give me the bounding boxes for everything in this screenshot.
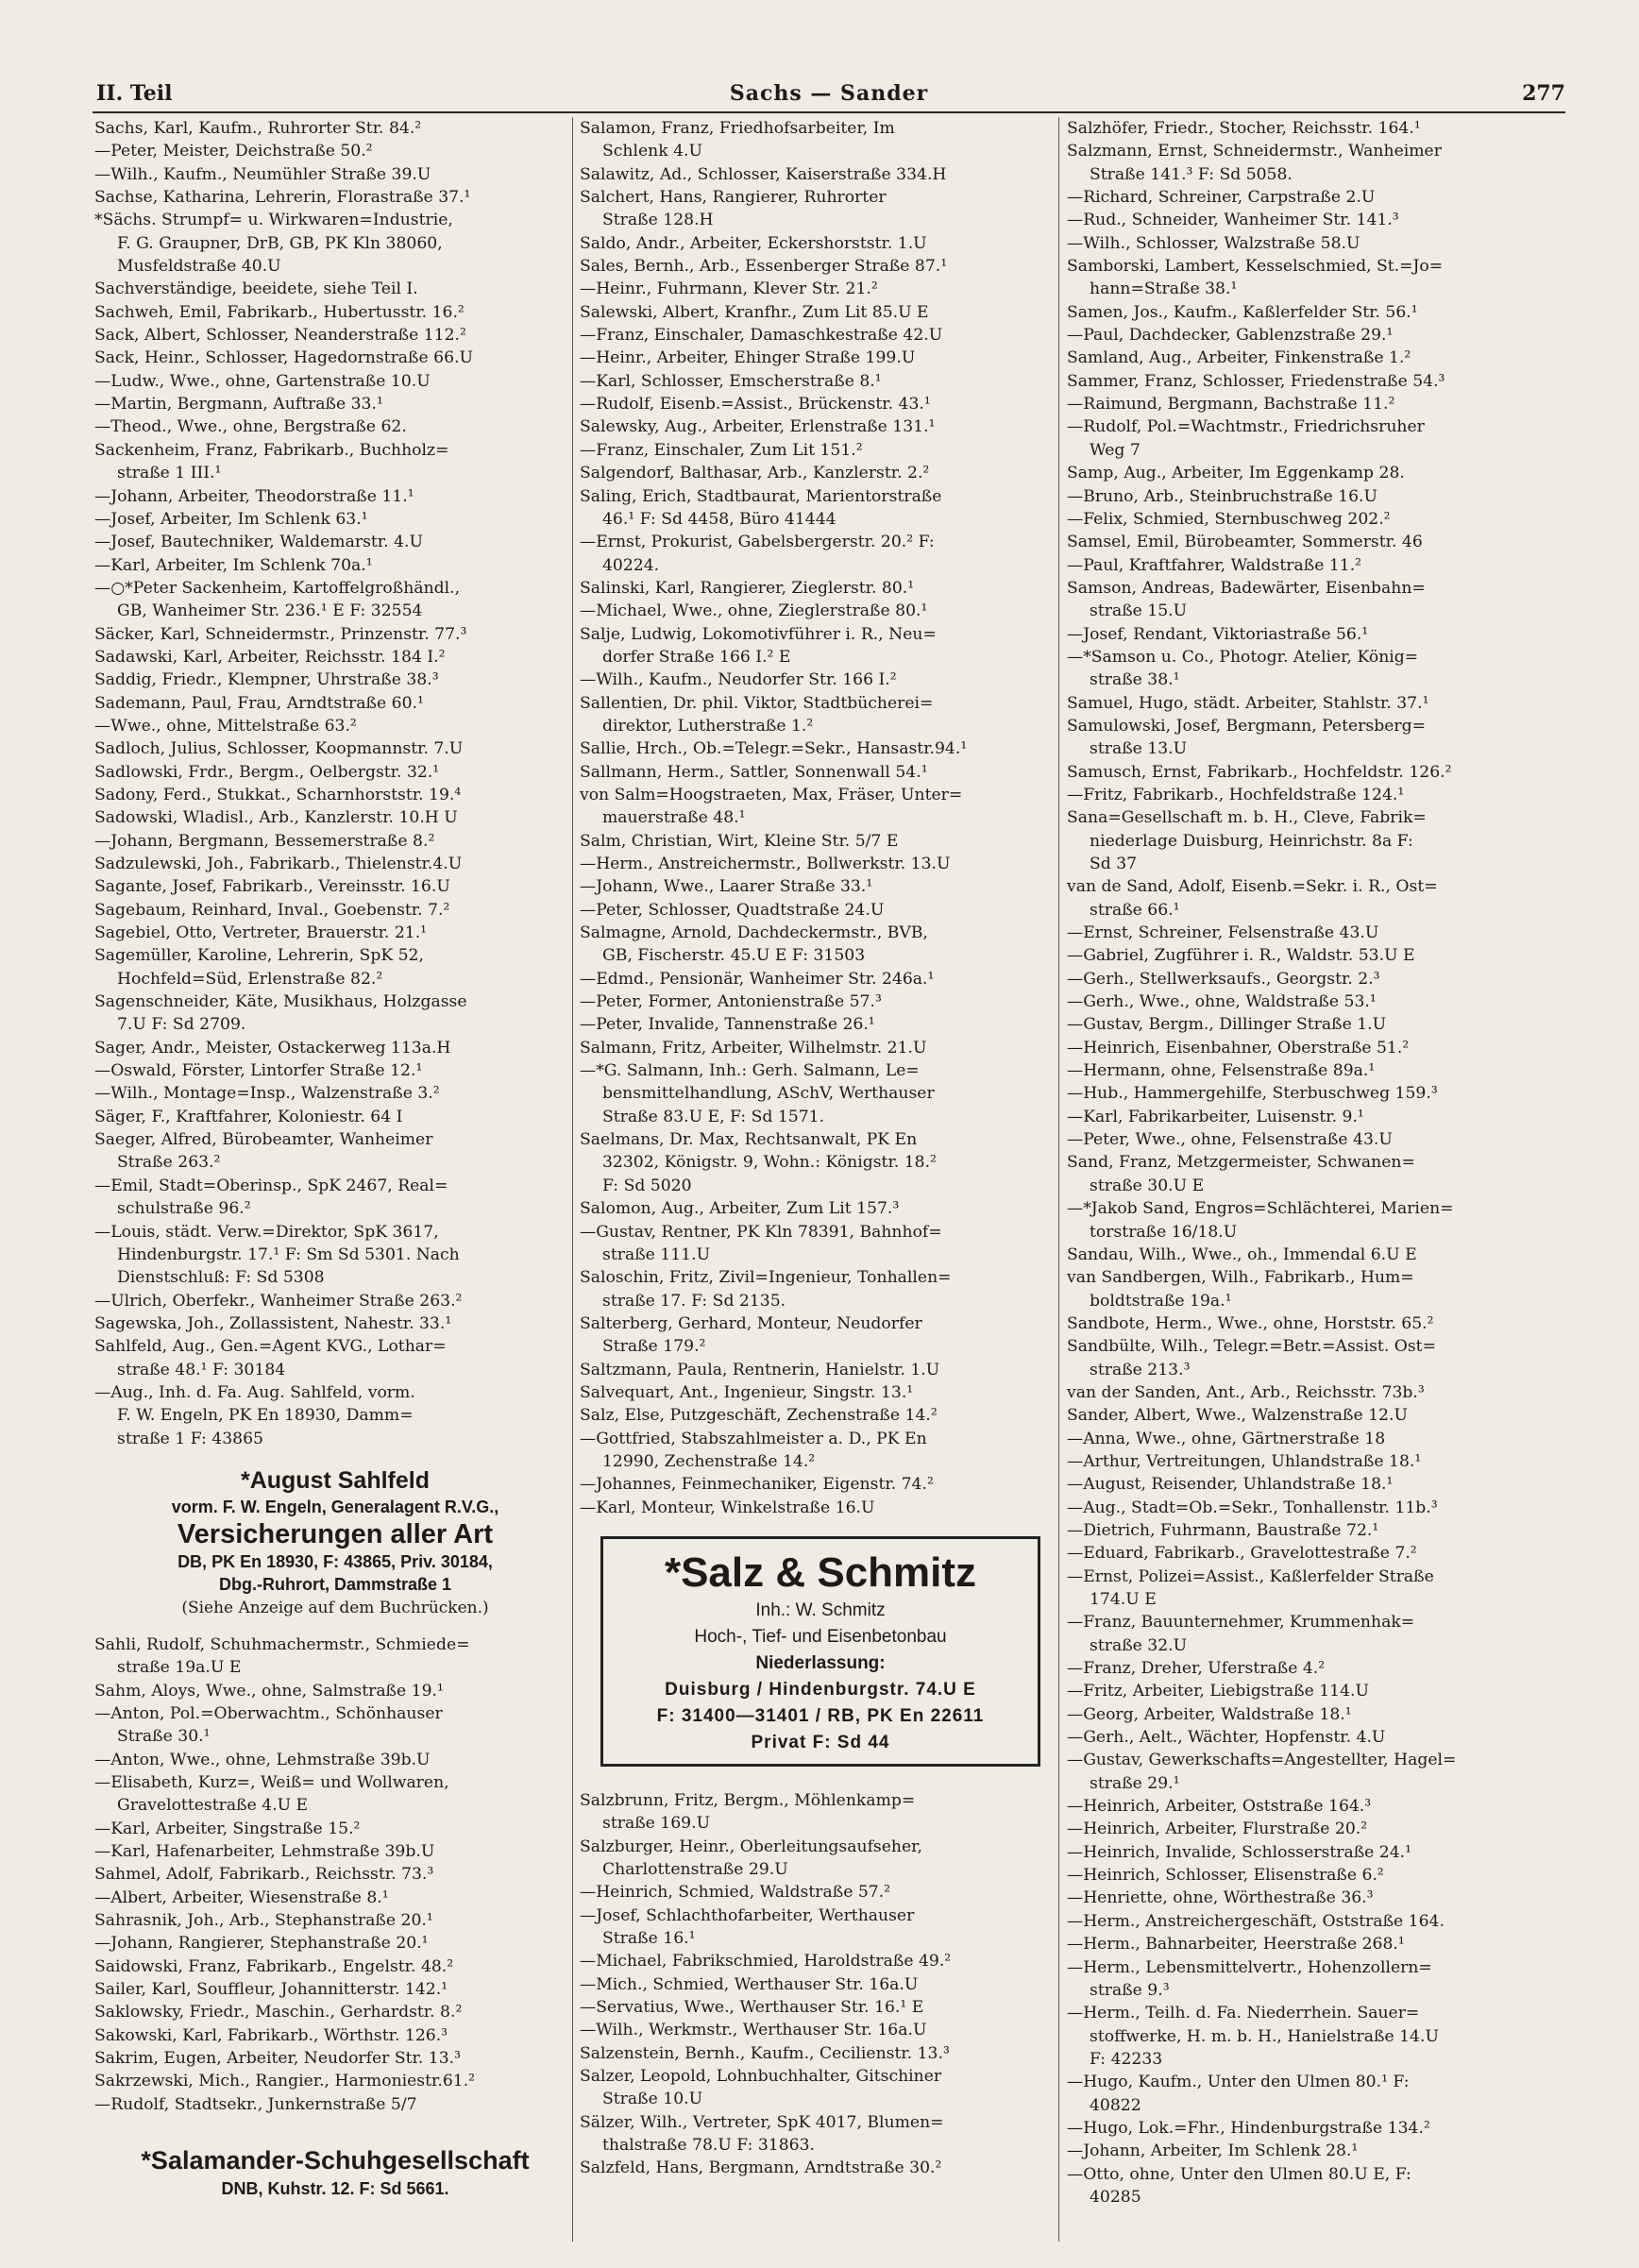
directory-entry: —Martin, Bergmann, Auftraße 33.¹: [94, 395, 383, 415]
directory-entry: —Michael, Wwe., ohne, Zieglerstraße 80.¹: [580, 601, 928, 621]
directory-entry: Hochfeld=Süd, Erlenstraße 82.²: [117, 969, 383, 989]
directory-entry: straße 38.¹: [1090, 670, 1180, 690]
directory-entry: boldtstraße 19a.¹: [1090, 1291, 1232, 1311]
running-head: Sachs — Sander: [729, 81, 929, 106]
ad-line: DNB, Kuhstr. 12. F: Sd 5661.: [221, 2179, 449, 2199]
directory-entry: —Rud., Schneider, Wanheimer Str. 141.³: [1067, 211, 1399, 230]
box-owner: Inh.: W. Schmitz: [755, 1599, 886, 1620]
box-address: Duisburg / Hindenburgstr. 74.U E: [665, 1679, 976, 1700]
directory-entry: 40822: [1090, 2095, 1141, 2115]
directory-entry: —Heinrich, Schlosser, Elisenstraße 6.²: [1067, 1866, 1384, 1886]
directory-entry: Sadloch, Julius, Schlosser, Koopmannstr. 7.U: [94, 739, 464, 759]
ad-note: (Siehe Anzeige auf dem Buchrücken.): [181, 1598, 489, 1617]
directory-entry: dorfer Straße 166 I.² E: [602, 647, 791, 667]
directory-entry: —○*Peter Sackenheim, Kartoffelgroßhändl.,: [94, 578, 461, 598]
directory-entry: Sakrzewski, Mich., Rangier., Harmoniestr.61.²: [94, 2072, 476, 2091]
directory-entry: stoffwerke, H. m. b. H., Hanielstraße 14.U: [1090, 2026, 1439, 2046]
directory-entry: straße 9.³: [1090, 1980, 1170, 2000]
directory-entry: Straße 16.¹: [602, 1929, 696, 1949]
directory-entry: Sadony, Ferd., Stukkat., Scharnhorststr. 19.⁴: [94, 785, 462, 804]
directory-entry: Sammer, Franz, Schlosser, Friedenstraße 54.³: [1067, 371, 1445, 391]
directory-entry: —Gabriel, Zugführer i. R., Waldstr. 53.U E: [1067, 946, 1415, 966]
page-number: 277: [1522, 81, 1565, 106]
ad-line: DB, PK En 18930, F: 43865, Priv. 30184,: [177, 1551, 493, 1571]
directory-entry: straße 111.U: [602, 1244, 711, 1264]
directory-entry: —Rudolf, Pol.=Wachtmstr., Friedrichsruher: [1067, 417, 1425, 437]
directory-entry: Samson, Andreas, Badewärter, Eisenbahn=: [1067, 578, 1426, 598]
directory-entry: Sagante, Josef, Fabrikarb., Vereinsstr. 16.U: [94, 877, 450, 897]
directory-entry: —Ludw., Wwe., ohne, Gartenstraße 10.U: [94, 371, 431, 391]
directory-entry: Sahlfeld, Aug., Gen.=Agent KVG., Lothar=: [94, 1337, 447, 1357]
directory-entry: straße 66.¹: [1090, 900, 1180, 920]
directory-entry: Salz, Else, Putzgeschäft, Zechenstraße 14.²: [580, 1406, 938, 1426]
ad-title: *August Sahlfeld: [240, 1466, 430, 1494]
directory-entry: Saldo, Andr., Arbeiter, Eckershorststr. 1.U: [580, 233, 927, 253]
ad-august-sahlfeld: [94, 1465, 576, 1620]
directory-entry: —Heinrich, Schmied, Waldstraße 57.²: [580, 1883, 891, 1903]
directory-entry: Saloschin, Fritz, Zivil=Ingenieur, Tonhallen=: [580, 1268, 952, 1288]
directory-entry: —Anton, Wwe., ohne, Lehmstraße 39b.U: [94, 1750, 431, 1769]
directory-entry: Salje, Ludwig, Lokomotivführer i. R., Neu=: [580, 624, 937, 644]
directory-entry: Sales, Bernh., Arb., Essenberger Straße 87.¹: [580, 257, 948, 277]
entry-list: [94, 117, 576, 1450]
directory-entry: Sack, Heinr., Schlosser, Hagedornstraße 66.U: [94, 348, 473, 368]
directory-entry: Salgendorf, Balthasar, Arb., Kanzlerstr. 2.²: [580, 464, 930, 483]
directory-entry: —Franz, Einschaler, Zum Lit 151.²: [580, 440, 863, 460]
directory-entry: Sailer, Karl, Souffleur, Johannitterstr. 142.¹: [94, 1980, 448, 2000]
directory-entry: Samen, Jos., Kaufm., Kaßlerfelder Str. 56.¹: [1067, 302, 1418, 322]
directory-entry: Sahm, Aloys, Wwe., ohne, Salmstraße 19.¹: [94, 1681, 444, 1701]
ad-box-salz-schmitz: [600, 1536, 1040, 1767]
directory-entry: F. G. Graupner, DrB, GB, PK Kln 38060,: [117, 233, 443, 253]
directory-entry: —Ernst, Prokurist, Gabelsbergerstr. 20.² F:: [580, 533, 935, 552]
directory-entry: Musfeldstraße 40.U: [117, 257, 281, 277]
directory-entry: Salzmann, Ernst, Schneidermstr., Wanheimer: [1067, 142, 1442, 161]
directory-entry: Salmagne, Arnold, Dachdeckermstr., BVB,: [580, 923, 928, 943]
directory-entry: —Wilh., Schlosser, Walzstraße 58.U: [1067, 233, 1360, 253]
directory-entry: Sahmel, Adolf, Fabrikarb., Reichsstr. 73.³: [94, 1865, 434, 1885]
directory-entry: —Karl, Fabrikarbeiter, Luisenstr. 9.¹: [1067, 1107, 1364, 1126]
directory-entry: Salmann, Fritz, Arbeiter, Wilhelmstr. 21.U: [580, 1038, 927, 1058]
directory-entry: —Hugo, Lok.=Fhr., Hindenburgstraße 134.²: [1067, 2118, 1430, 2138]
directory-entry: Charlottenstraße 29.U: [602, 1860, 788, 1879]
directory-entry: Sadzulewski, Joh., Fabrikarb., Thielenstr.4.U: [94, 855, 463, 873]
column-1: [94, 117, 576, 2201]
directory-entry: Sachs, Karl, Kaufm., Ruhrorter Str. 84.²: [94, 119, 422, 138]
directory-entry: niederlage Duisburg, Heinrichstr. 8a F:: [1090, 831, 1413, 851]
directory-entry: —Herm., Anstreichermstr., Bollwerkstr. 13.U: [580, 855, 951, 873]
directory-entry: Sand, Franz, Metzgermeister, Schwanen=: [1067, 1153, 1415, 1173]
directory-entry: Hindenburgstr. 17.¹ F: Sm Sd 5301. Nach: [117, 1244, 460, 1264]
ad-headline: Versicherungen aller Art: [177, 1518, 494, 1549]
directory-entry: Sagebiel, Otto, Vertreter, Brauerstr. 21.¹: [94, 923, 428, 943]
directory-entry: Salzbrunn, Fritz, Bergm., Möhlenkamp=: [580, 1790, 916, 1810]
box-phone: F: 31400—31401 / RB, PK En 22611: [656, 1705, 985, 1726]
directory-entry: —Johann, Wwe., Laarer Straße 33.¹: [580, 877, 873, 897]
directory-entry: Salzenstein, Bernh., Kaufm., Cecilienstr. 13.³: [580, 2043, 950, 2063]
box-title: *Salz & Schmitz: [664, 1549, 977, 1596]
directory-entry: —Peter, Invalide, Tannenstraße 26.¹: [580, 1015, 875, 1035]
directory-entry: —Karl, Arbeiter, Singstraße 15.²: [94, 1819, 361, 1838]
directory-entry: Samland, Aug., Arbeiter, Finkenstraße 1.²: [1067, 348, 1411, 368]
directory-entry: torstraße 16/18.U: [1090, 1222, 1238, 1242]
directory-entry: —Johannes, Feinmechaniker, Eigenstr. 74.²: [580, 1475, 934, 1495]
directory-entry: von Salm=Hoogstraeten, Max, Fräser, Unter=: [580, 785, 963, 804]
entry-list: [1067, 117, 1548, 2209]
directory-entry: —Otto, ohne, Unter den Ulmen 80.U E, F:: [1067, 2164, 1411, 2184]
directory-entry: Sandbote, Herm., Wwe., ohne, Horststr. 65.²: [1067, 1313, 1434, 1333]
directory-entry: —Wilh., Kaufm., Neumühler Straße 39.U: [94, 164, 431, 184]
directory-entry: Sachverständige, beeidete, siehe Teil I.: [94, 279, 418, 299]
directory-entry: Salawitz, Ad., Schlosser, Kaiserstraße 334.H: [580, 164, 947, 184]
directory-entry: —Karl, Schlosser, Emscherstraße 8.¹: [580, 371, 882, 391]
directory-entry: Saklowsky, Friedr., Maschin., Gerhardstr. 8.²: [94, 2003, 463, 2023]
directory-entry: —Anton, Pol.=Oberwachtm., Schönhauser: [94, 1703, 443, 1723]
directory-entry: Sallie, Hrch., Ob.=Telegr.=Sekr., Hansastr.94.¹: [580, 739, 968, 759]
directory-entry: —Herm., Teilh. d. Fa. Niederrhein. Sauer=: [1067, 2004, 1420, 2023]
directory-entry: 40285: [1090, 2187, 1141, 2207]
directory-entry: Sallentien, Dr. phil. Viktor, Stadtbücherei=: [580, 693, 934, 713]
directory-entry: —Peter, Schlosser, Quadtstraße 24.U: [580, 900, 885, 920]
directory-entry: —Franz, Dreher, Uferstraße 4.²: [1067, 1659, 1326, 1679]
directory-entry: GB, Fischerstr. 45.U E F: 31503: [602, 946, 866, 966]
box-private: Privat F: Sd 44: [751, 1732, 890, 1752]
directory-entry: —Georg, Arbeiter, Waldstraße 18.¹: [1067, 1704, 1352, 1724]
entry-list: [94, 1633, 576, 2116]
directory-entry: —Ulrich, Oberfekr., Wanheimer Straße 263.²: [94, 1291, 463, 1311]
directory-entry: —Anna, Wwe., ohne, Gärtnerstraße 18: [1067, 1429, 1386, 1448]
directory-entry: —Johann, Arbeiter, Theodorstraße 11.¹: [94, 486, 414, 506]
directory-entry: Sahli, Rudolf, Schuhmachermstr., Schmiede=: [94, 1634, 470, 1654]
directory-entry: straße 15.U: [1090, 601, 1188, 621]
directory-entry: Sälzer, Wilh., Vertreter, SpK 4017, Blumen=: [580, 2112, 944, 2132]
directory-entry: —Ernst, Schreiner, Felsenstraße 43.U: [1067, 923, 1379, 943]
directory-entry: Saling, Erich, Stadtbaurat, Marientorstraße: [580, 486, 942, 506]
directory-entry: Sander, Albert, Wwe., Walzenstraße 12.U: [1067, 1406, 1408, 1426]
directory-entry: thalstraße 78.U F: 31863.: [602, 2136, 816, 2156]
directory-entry: Sagewska, Joh., Zollassistent, Nahestr. 33.¹: [94, 1313, 452, 1333]
directory-entry: van der Sanden, Ant., Arb., Reichsstr. 73b.³: [1067, 1382, 1425, 1402]
directory-entry: Sachweh, Emil, Fabrikarb., Hubertusstr. 16.²: [94, 302, 465, 322]
directory-entry: —Ernst, Polizei=Assist., Kaßlerfelder Straße: [1067, 1566, 1434, 1586]
directory-entry: —Hugo, Kaufm., Unter den Ulmen 80.¹ F:: [1067, 2073, 1410, 2092]
directory-entry: Sagebaum, Reinhard, Inval., Goebenstr. 7.²: [94, 900, 450, 920]
directory-entry: —Heinr., Fuhrmann, Klever Str. 21.²: [580, 279, 878, 299]
directory-entry: Schlenk 4.U: [602, 142, 702, 161]
entry-list: [580, 1789, 1061, 2180]
directory-entry: —Johann, Arbeiter, Im Schlenk 28.¹: [1067, 2141, 1359, 2161]
directory-entry: straße 29.¹: [1090, 1773, 1180, 1793]
directory-entry: 174.U E: [1090, 1590, 1157, 1609]
directory-entry: F. W. Engeln, PK En 18930, Damm=: [117, 1406, 414, 1426]
directory-entry: Straße 83.U E, F: Sd 1571.: [602, 1107, 825, 1126]
directory-entry: 7.U F: Sd 2709.: [117, 1015, 246, 1035]
directory-entry: Straße 141.³ F: Sd 5058.: [1090, 164, 1293, 184]
directory-entry: —Gerh., Stellwerksaufs., Georgstr. 2.³: [1067, 969, 1380, 989]
directory-entry: Saelmans, Dr. Max, Rechtsanwalt, PK En: [580, 1130, 918, 1150]
directory-entry: straße 32.U: [1090, 1635, 1188, 1655]
directory-entry: straße 13.U: [1090, 739, 1188, 759]
directory-entry: —Karl, Hafenarbeiter, Lehmstraße 39b.U: [94, 1842, 435, 1862]
box-branch: Niederlassung:: [755, 1652, 886, 1673]
directory-entry: Straße 10.U: [602, 2090, 703, 2109]
directory-entry: —Raimund, Bergmann, Bachstraße 11.²: [1067, 395, 1395, 415]
directory-entry: straße 1 III.¹: [117, 464, 222, 483]
directory-entry: —Heinrich, Eisenbahner, Oberstraße 51.²: [1067, 1038, 1410, 1058]
directory-entry: *Sächs. Strumpf= u. Wirkwaren=Industrie,: [94, 211, 453, 230]
directory-entry: van de Sand, Adolf, Eisenb.=Sekr. i. R., Ost=: [1067, 877, 1438, 897]
directory-entry: van Sandbergen, Wilh., Fabrikarb., Hum=: [1067, 1268, 1414, 1288]
directory-entry: Sakowski, Karl, Fabrikarb., Wörthstr. 126.³: [94, 2025, 448, 2045]
directory-entry: —Mich., Schmied, Werthauser Str. 16a.U: [580, 1974, 919, 1994]
directory-entry: Salvequart, Ant., Ingenieur, Singstr. 13.¹: [580, 1382, 914, 1402]
directory-entry: Salm, Christian, Wirt, Kleine Str. 5/7 E: [580, 831, 899, 851]
entry-list: [580, 117, 1061, 1519]
header-rule: [93, 111, 1565, 113]
directory-entry: mauerstraße 48.¹: [602, 808, 746, 828]
directory-entry: —Peter, Meister, Deichstraße 50.²: [94, 142, 373, 161]
directory-entry: —*Jakob Sand, Engros=Schlächterei, Marien=: [1067, 1199, 1454, 1219]
directory-entry: —Felix, Schmied, Sternbuschweg 202.²: [1067, 509, 1391, 529]
directory-entry: Säger, F., Kraftfahrer, Koloniestr. 64 I: [94, 1107, 403, 1126]
directory-entry: —Gerh., Wwe., ohne, Waldstraße 53.¹: [1067, 992, 1377, 1012]
directory-entry: Sager, Andr., Meister, Ostackerweg 113a.H: [94, 1038, 451, 1058]
directory-entry: Sallmann, Herm., Sattler, Sonnenwall 54.¹: [580, 762, 928, 782]
directory-entry: Sandbülte, Wilh., Telegr.=Betr.=Assist. Ost=: [1067, 1337, 1436, 1357]
directory-entry: —Fritz, Fabrikarb., Hochfeldstraße 124.¹: [1067, 785, 1405, 804]
directory-entry: Salomon, Aug., Arbeiter, Zum Lit 157.³: [580, 1199, 900, 1219]
directory-entry: Sadowski, Wladisl., Arb., Kanzlerstr. 10.H U: [94, 808, 458, 828]
directory-entry: Saltzmann, Paula, Rentnerin, Hanielstr. 1.U: [580, 1360, 940, 1379]
directory-entry: —Eduard, Fabrikarb., Gravelottestraße 7.²: [1067, 1544, 1417, 1564]
directory-entry: —Bruno, Arb., Steinbruchstraße 16.U: [1067, 486, 1377, 506]
box-trade: Hoch-, Tief- und Eisenbetonbau: [694, 1626, 947, 1647]
ad-salamander: [94, 2144, 576, 2201]
directory-entry: —Wwe., ohne, Mittelstraße 63.²: [94, 716, 357, 736]
directory-entry: Salzhöfer, Friedr., Stocher, Reichsstr. 164.¹: [1067, 119, 1421, 138]
directory-entry: —*G. Salmann, Inh.: Gerh. Salmann, Le=: [580, 1061, 920, 1081]
directory-entry: 32302, Königstr. 9, Wohn.: Königstr. 18.²: [602, 1153, 937, 1173]
directory-entry: Salewsky, Aug., Arbeiter, Erlenstraße 131.¹: [580, 417, 936, 437]
directory-entry: —Oswald, Förster, Lintorfer Straße 12.¹: [94, 1061, 423, 1081]
directory-entry: —Albert, Arbeiter, Wiesenstraße 8.¹: [94, 1887, 389, 1907]
directory-entry: Straße 263.²: [117, 1153, 221, 1173]
directory-entry: Sandau, Wilh., Wwe., oh., Immendal 6.U E: [1067, 1244, 1417, 1264]
directory-entry: Straße 128.H: [602, 211, 714, 230]
ad-line: vorm. F. W. Engeln, Generalagent R.V.G.,: [171, 1497, 499, 1516]
directory-entry: Saidowski, Franz, Fabrikarb., Engelstr. 48.²: [94, 1956, 454, 1976]
directory-entry: —Wilh., Montage=Insp., Walzenstraße 3.²: [94, 1084, 440, 1104]
directory-entry: Sagenschneider, Käte, Musikhaus, Holzgasse: [94, 992, 467, 1012]
directory-entry: Gravelottestraße 4.U E: [117, 1796, 309, 1816]
directory-entry: Sagemüller, Karoline, Lehrerin, SpK 52,: [94, 946, 424, 966]
directory-entry: —Josef, Schlachthofarbeiter, Werthauser: [580, 1905, 915, 1925]
directory-entry: straße 17. F: Sd 2135.: [602, 1291, 786, 1311]
directory-entry: hann=Straße 38.¹: [1090, 279, 1238, 299]
column-2: [580, 117, 1061, 2180]
directory-entry: —Paul, Dachdecker, Gablenzstraße 29.¹: [1067, 326, 1394, 346]
directory-entry: —Karl, Arbeiter, Im Schlenk 70a.¹: [94, 555, 373, 575]
directory-entry: Salinski, Karl, Rangierer, Zieglerstr. 80.¹: [580, 578, 915, 598]
ad-line: Dbg.-Ruhrort, Dammstraße 1: [218, 1574, 452, 1594]
directory-entry: Sakrim, Eugen, Arbeiter, Neudorfer Str. 13.³: [94, 2049, 462, 2069]
directory-entry: —Arthur, Vertreitungen, Uhlandstraße 18.¹: [1067, 1451, 1422, 1471]
directory-entry: —Paul, Kraftfahrer, Waldstraße 11.²: [1067, 555, 1362, 575]
directory-entry: schulstraße 96.²: [117, 1199, 251, 1219]
directory-entry: Salterberg, Gerhard, Monteur, Neudorfer: [580, 1313, 922, 1333]
directory-entry: Salzer, Leopold, Lohnbuchhalter, Gitschiner: [580, 2067, 942, 2087]
directory-entry: GB, Wanheimer Str. 236.¹ E F: 32554: [117, 601, 423, 621]
directory-entry: —Michael, Fabrikschmied, Haroldstraße 49.²: [580, 1952, 952, 1972]
directory-entry: —Edmd., Pensionär, Wanheimer Str. 246a.¹: [580, 969, 935, 989]
directory-entry: Samuel, Hugo, städt. Arbeiter, Stahlstr. 37.¹: [1067, 693, 1429, 713]
directory-entry: —Fritz, Arbeiter, Liebigstraße 114.U: [1067, 1682, 1369, 1701]
directory-entry: —Herm., Anstreichergeschäft, Oststraße 164.: [1067, 1911, 1445, 1931]
directory-entry: Salamon, Franz, Friedhofsarbeiter, Im: [580, 119, 895, 138]
directory-entry: straße 30.U E: [1090, 1176, 1205, 1195]
directory-entry: straße 48.¹ F: 30184: [117, 1360, 286, 1379]
directory-entry: —Heinrich, Arbeiter, Flurstraße 20.²: [1067, 1819, 1368, 1839]
directory-entry: Weg 7: [1090, 440, 1141, 460]
ad-title: *Salamander-Schuhgesellschaft: [141, 2146, 530, 2175]
directory-entry: —Gustav, Bergm., Dillinger Straße 1.U: [1067, 1015, 1387, 1035]
directory-entry: straße 1 F: 43865: [117, 1429, 263, 1448]
directory-entry: Straße 179.²: [602, 1337, 706, 1357]
directory-entry: —Hermann, ohne, Felsenstraße 89a.¹: [1067, 1061, 1376, 1081]
directory-entry: Salzburger, Heinr., Oberleitungsaufseher,: [580, 1836, 922, 1856]
directory-entry: Salchert, Hans, Rangierer, Ruhrorter: [580, 188, 887, 208]
directory-entry: —Josef, Rendant, Viktoriastraße 56.¹: [1067, 624, 1369, 644]
directory-entry: Dienstschluß: F: Sd 5308: [117, 1268, 325, 1288]
directory-entry: —Johann, Bergmann, Bessemerstraße 8.²: [94, 831, 435, 851]
directory-entry: Sademann, Paul, Frau, Arndtstraße 60.¹: [94, 693, 424, 713]
directory-entry: Samulowski, Josef, Bergmann, Petersberg=: [1067, 716, 1427, 736]
section-label: II. Teil: [96, 81, 173, 106]
directory-entry: Sadawski, Karl, Arbeiter, Reichsstr. 184 I.²: [94, 647, 446, 667]
directory-entry: Sachse, Katharina, Lehrerin, Florastraße 37.¹: [94, 188, 471, 208]
directory-entry: 46.¹ F: Sd 4458, Büro 41444: [602, 509, 836, 529]
directory-entry: —Richard, Schreiner, Carpstraße 2.U: [1067, 188, 1376, 208]
directory-entry: Salzfeld, Hans, Bergmann, Arndtstraße 30.²: [580, 2158, 942, 2178]
directory-entry: Samborski, Lambert, Kesselschmied, St.=Jo=: [1067, 257, 1444, 277]
directory-entry: straße 213.³: [1090, 1360, 1191, 1379]
directory-entry: —Josef, Bautechniker, Waldemarstr. 4.U: [94, 533, 423, 552]
directory-entry: —Gustav, Gewerkschafts=Angestellter, Hagel=: [1067, 1751, 1457, 1770]
directory-entry: Säcker, Karl, Schneidermstr., Prinzenstr. 77.³: [94, 624, 467, 644]
directory-entry: straße 169.U: [602, 1814, 711, 1834]
directory-entry: —Dietrich, Fuhrmann, Baustraße 72.¹: [1067, 1520, 1379, 1540]
directory-entry: —Franz, Bauunternehmer, Krummenhak=: [1067, 1613, 1415, 1633]
directory-entry: 40224.: [602, 555, 660, 575]
directory-entry: —Hub., Hammergehilfe, Sterbuschweg 159.³: [1067, 1084, 1438, 1104]
directory-entry: —Gerh., Aelt., Wächter, Hopfenstr. 4.U: [1067, 1728, 1386, 1748]
directory-entry: straße 19a.U E: [117, 1658, 242, 1678]
directory-entry: —Johann, Rangierer, Stephanstraße 20.¹: [94, 1934, 429, 1954]
directory-entry: Sackenheim, Franz, Fabrikarb., Buchholz=: [94, 440, 449, 460]
directory-entry: —Herm., Bahnarbeiter, Heerstraße 268.¹: [1067, 1935, 1405, 1955]
directory-entry: —Aug., Stadt=Ob.=Sekr., Tonhallenstr. 11b.³: [1067, 1498, 1438, 1517]
directory-entry: Samusch, Ernst, Fabrikarb., Hochfeldstr. 126.²: [1067, 762, 1452, 782]
directory-entry: F: Sd 5020: [602, 1176, 692, 1195]
directory-entry: —*Samson u. Co., Photogr. Atelier, König=: [1067, 647, 1419, 667]
directory-entry: —Josef, Arbeiter, Im Schlenk 63.¹: [94, 509, 368, 529]
directory-entry: —Heinr., Arbeiter, Ehinger Straße 199.U: [580, 348, 916, 368]
directory-entry: —Rudolf, Eisenb.=Assist., Brückenstr. 43.¹: [580, 395, 931, 415]
directory-entry: Straße 30.¹: [117, 1727, 211, 1747]
directory-entry: —Wilh., Werkmstr., Werthauser Str. 16a.U: [580, 2021, 927, 2040]
directory-entry: Samsel, Emil, Bürobeamter, Sommerstr. 46: [1067, 533, 1423, 552]
directory-entry: —Wilh., Kaufm., Neudorfer Str. 166 I.²: [580, 670, 897, 690]
page-header: [93, 81, 1565, 111]
directory-entry: —Peter, Former, Antonienstraße 57.³: [580, 992, 882, 1012]
directory-entry: —Franz, Einschaler, Damaschkestraße 42.U: [580, 326, 943, 346]
directory-entry: Sahrasnik, Joh., Arb., Stephanstraße 20.¹: [94, 1911, 433, 1931]
directory-entry: —Peter, Wwe., ohne, Felsenstraße 43.U: [1067, 1130, 1393, 1150]
directory-entry: —Henriette, ohne, Wörthestraße 36.³: [1067, 1888, 1374, 1908]
directory-entry: —Rudolf, Stadtsekr., Junkernstraße 5/7: [94, 2094, 417, 2114]
directory-entry: F: 42233: [1090, 2049, 1163, 2069]
directory-entry: —Karl, Monteur, Winkelstraße 16.U: [580, 1498, 875, 1517]
directory-entry: 12990, Zechenstraße 14.²: [602, 1451, 816, 1471]
directory-entry: —Heinrich, Arbeiter, Oststraße 164.³: [1067, 1797, 1372, 1817]
directory-entry: Salewski, Albert, Kranfhr., Zum Lit 85.U E: [580, 302, 929, 322]
directory-entry: —August, Reisender, Uhlandstraße 18.¹: [1067, 1475, 1394, 1495]
directory-entry: —Emil, Stadt=Oberinsp., SpK 2467, Real=: [94, 1176, 448, 1195]
directory-entry: Sack, Albert, Schlosser, Neanderstraße 112.²: [94, 326, 466, 346]
directory-entry: —Heinrich, Invalide, Schlosserstraße 24.¹: [1067, 1842, 1412, 1862]
directory-entry: —Servatius, Wwe., Werthauser Str. 16.¹ E: [580, 1998, 924, 2018]
directory-entry: Sana=Gesellschaft m. b. H., Cleve, Fabrik=: [1067, 808, 1427, 828]
directory-entry: Saddig, Friedr., Klempner, Uhrstraße 38.³: [94, 670, 439, 690]
directory-entry: Samp, Aug., Arbeiter, Im Eggenkamp 28.: [1067, 464, 1405, 483]
directory-entry: Saeger, Alfred, Bürobeamter, Wanheimer: [94, 1130, 433, 1150]
directory-entry: —Gottfried, Stabszahlmeister a. D., PK En: [580, 1429, 927, 1448]
directory-entry: —Theod., Wwe., ohne, Bergstraße 62.: [94, 417, 407, 437]
directory-entry: —Elisabeth, Kurz=, Weiß= und Wollwaren,: [94, 1773, 449, 1792]
directory-entry: —Gustav, Rentner, PK Kln 78391, Bahnhof=: [580, 1222, 942, 1242]
directory-entry: Sadlowski, Frdr., Bergm., Oelbergstr. 32.¹: [94, 762, 440, 782]
directory-entry: bensmittelhandlung, ASchV, Werthauser: [602, 1084, 935, 1104]
directory-entry: —Aug., Inh. d. Fa. Aug. Sahlfeld, vorm.: [94, 1382, 415, 1402]
directory-entry: —Louis, städt. Verw.=Direktor, SpK 3617,: [94, 1222, 439, 1242]
column-3: [1067, 117, 1548, 2209]
directory-entry: Sd 37: [1090, 855, 1138, 873]
directory-entry: —Herm., Lebensmittelvertr., Hohenzollern=: [1067, 1957, 1432, 1977]
directory-entry: direktor, Lutherstraße 1.²: [602, 716, 814, 736]
